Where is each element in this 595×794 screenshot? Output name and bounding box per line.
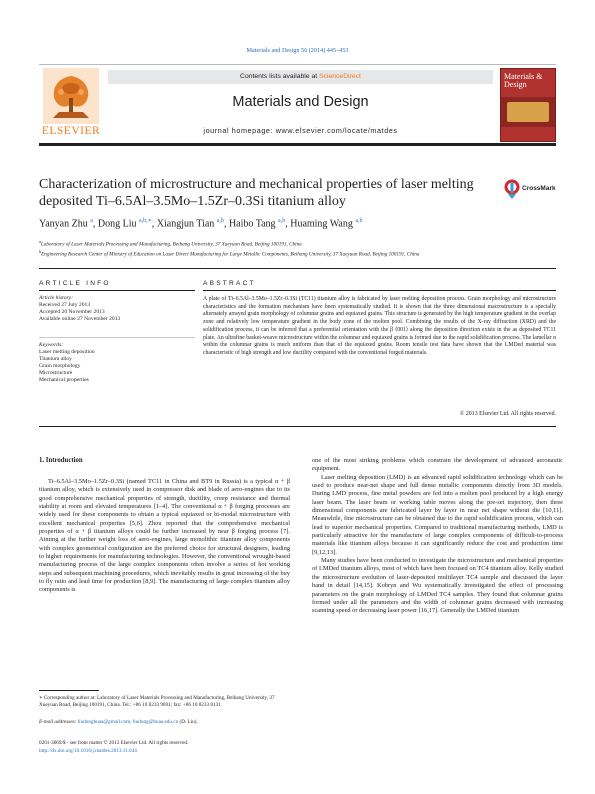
abstract-rule (203, 290, 556, 291)
journal-title: Materials and Design (232, 94, 369, 110)
author-affil-marker[interactable]: a,b (355, 218, 363, 224)
corresponding-author-footnote: ∗ Corresponding author at: Laboratory of Laser Materials Processing and Manufacturing, Beihang University, 37 Xueyuan Road, Beijing 100191, China. Tel.: +86 10 8233 9691; fax: +86 10 8233 8131. (39, 695, 275, 708)
homepage-prefix: journal homepage: (203, 126, 276, 135)
article-info-heading: ARTICLE INFO (39, 280, 111, 287)
history-divider (39, 337, 195, 338)
author-name[interactable]: Haibo Tang (228, 218, 276, 230)
body-paragraph-continued: one of the most striking problems which constrain the development of advanced aeronautic equipment. (312, 457, 563, 473)
crossmark-label: CrossMark (522, 185, 556, 192)
affiliation-b (39, 249, 559, 258)
header-top-rule (39, 64, 556, 65)
crossmark-icon (504, 179, 520, 199)
email-label: E-mail addresses: (39, 719, 78, 725)
publication-footer (39, 740, 339, 755)
body-paragraph: Ti–6.5Al–3.5Mo–1.5Zr–0.3Si (named TC11 in China and BT9 in Russia) is a typical α + β titanium alloy, which is extensively used in compressor disk and blade of aero-engines due to its good comprehensive mechanical properties of strength, ductility, creep resistance and thermal stability at room and elevated temperatures [1–4]. The conventional α + β forging processes are widely used for these components to obtain a typical equiaxed or bi-modal microstructure with excellent mechanical properties [5,6]. Zhou reported that the comprehensive mechanical properties of α + β titanium alloys could be further increased by near β forging process [7]. Aiming at the further weight loss of aero-engines, large monolithic titanium alloy components with complex geometrical configuration are the preferred choice for structural designers, leading to higher requirements for manufacturing technologies. However, the conventional wrought-based manufacturing process of the large complex components often involve a series of hot working steps and subsequent machining procedures, which inevitably results in great increasing of the buy to fly ratio and lead time for production [8,9]. The manufacturing of large complex titanium alloy components is (39, 478, 290, 594)
article-info-rule (39, 290, 195, 291)
history-accepted: Accepted 20 November 2013 (39, 309, 105, 315)
author-affil-marker[interactable]: a,b (278, 218, 286, 224)
keyword-item: Microstructure (39, 370, 73, 376)
email-suffix: (D. Liu). (178, 719, 198, 725)
affiliation-text: Engineering Research Center of Ministry of Education on Laser Direct Manufacturing for Large Metallic Components, Beihang University, 37 Xueyuan Road, Beijing 100191, China (41, 251, 420, 258)
elsevier-logo[interactable] (39, 68, 103, 142)
body-column-right (312, 457, 563, 616)
affiliation-text: Laboratory of Laser Materials Processing and Manufacturing, Beihang University, 37 Xueyuan Road, Beijing 100191, China (40, 241, 302, 248)
author-affil-marker[interactable]: a,b,∗ (139, 218, 152, 224)
journal-homepage (108, 126, 493, 135)
body-paragraph: Many studies have been conducted to investigate the microstructure and mechanical properties of LMDed titanium alloys, most of which have been focused on TC4 titanium alloy. Kelly studied the microstructure evolution of laser-deposited multilayer TC4 sample and discussed the layer band in detail [14,15]. Kobryn and Wu systematically investigated the effect of processing parameters on the grain morphology of LMDed TC4 samples. They found that columnar grains formed under all the parameters and the width of columnar grains decreased with increasing scanning speed or decreasing laser power [16,17]. Generally the LMDed titanium (312, 557, 563, 615)
homepage-link[interactable]: www.elsevier.com/locate/matdes (275, 126, 398, 135)
cover-graphic (507, 102, 549, 122)
author-name[interactable]: Xiangjun Tian (156, 218, 215, 230)
doi-link[interactable]: http://dx.doi.org/10.1016/j.matdes.2013.11.044 (39, 747, 137, 754)
affiliation-a (39, 239, 559, 248)
abstract-end-rule (39, 426, 556, 427)
keyword-item: Laser melting deposition (39, 349, 95, 355)
article-title: Characterization of microstructure and mechanical properties of laser melting deposited Ti–6.5Al–3.5Mo–1.5Zr–0.3Si titanium alloy (39, 177, 474, 209)
affiliation-marker: b (39, 249, 42, 254)
author-name[interactable]: Huaming Wang (290, 218, 353, 230)
contents-prefix: Contents lists available at (240, 73, 320, 80)
email-links[interactable]: liudongbuaa@gmail.com, liudong@buaa.edu.cn (77, 719, 179, 725)
crossmark-badge[interactable] (504, 179, 560, 201)
keyword-item: Grain morphology (39, 363, 81, 369)
issn-line: 0261-3069/$ - see front matter © 2013 Elsevier Ltd. All rights reserved. (39, 740, 189, 746)
sciencedirect-link[interactable]: ScienceDirect (319, 73, 361, 80)
cover-title: Materials & Design (504, 72, 543, 89)
abstract-copyright: © 2013 Elsevier Ltd. All rights reserved. (459, 411, 556, 417)
history-received: Received 27 July 2013 (39, 302, 91, 308)
affiliations-bottom-rule (39, 268, 556, 269)
footnote-rule (39, 690, 99, 691)
contents-band (108, 70, 493, 84)
article-history (39, 295, 195, 323)
keywords-list (39, 342, 195, 384)
body-column-left (39, 478, 290, 595)
body-paragraph: Laser melting deposition (LMD) is an advanced rapid solidification technology which can be used to produce near-net shape and full dense metallic components directly from 3D models. During LMD process, fine metal powders are fed into a molten pool produced by a high energy laser beam. The laser beam or working table moves along the pre-set trajectory, then three dimensional components are fabricated layer by layer in near net shape without die [10,11]. Meanwhile, fine microstructure can be obtained due to the rapid solidification process, which can lead to superior mechanical properties. Compared to traditional manufacturing methods, LMD is particularly attractive for the manufacture of large complex components of difficult-to-process materials like titanium alloys because it can significantly reduce the cost and production time [9,12,13]. (312, 473, 563, 556)
author-name[interactable]: Dong Liu (97, 218, 137, 230)
journal-reference[interactable]: Materials and Design 56 (2014) 445–453 (246, 47, 349, 54)
author-list: Yanyan Zhu $^a$, Dong Liu $^{a,b,∗}$, Xiangjun Tian $^{a,b}$, Haibo Tang $^{a,b}$, Huaming Wang $^{a,b}$ (39, 218, 363, 230)
abstract-heading: ABSTRACT (203, 280, 256, 287)
journal-cover-image[interactable] (500, 68, 556, 142)
introduction-heading: 1. Introduction (39, 457, 83, 464)
history-online: Available online 27 November 2013 (39, 316, 121, 322)
keyword-item: Mechanical properties (39, 377, 89, 383)
history-label: Article history: (39, 295, 74, 301)
abstract-text: A plate of Ti–6.5Al–3.5Mo–1.5Zr–0.3Si (TC11) titanium alloy is fabricated by laser melting deposition process. Grain morphology and microstructure characteristics and the formation mechanism have been systematically studied. It is shown that the three dimensional macrostructure is a specially alternately arrayed grain morphology of columnar grains and equiaxed grains. This structure is generated by the high temperature gradient in the overlap zone and relatively low temperature gradient in the body zone of the molten pool. Combining the results of the X-ray diffraction (XRD) and the solidification process, it can be inferred that a preferential orientation with the β ⟨001⟩ along the deposition direction exists in the as deposited TC11 plate. An ultrafine basket-weave microstructure within the columnar and equiaxed grains is formed due to the rapid solidification process. The lamellar α within the columnar grains is much uniform than that of the equiaxed grains. Room tensile test data have shown that the LMDed material was characteristic of high strength and low ductility compared with the conventional forged materials. (203, 296, 556, 356)
affiliation-marker: a (39, 239, 41, 244)
author-name[interactable]: Yanyan Zhu (39, 218, 88, 230)
keyword-item: Titanium alloy (39, 356, 72, 362)
author-affil-marker[interactable]: a (90, 218, 93, 224)
author-affil-marker[interactable]: a,b (216, 218, 224, 224)
keywords-label: Keywords: (39, 342, 64, 348)
elsevier-wordmark: ELSEVIER (41, 125, 101, 137)
email-footnote (39, 719, 290, 725)
header-bottom-rule (39, 143, 556, 146)
elsevier-tree-icon (43, 68, 99, 124)
